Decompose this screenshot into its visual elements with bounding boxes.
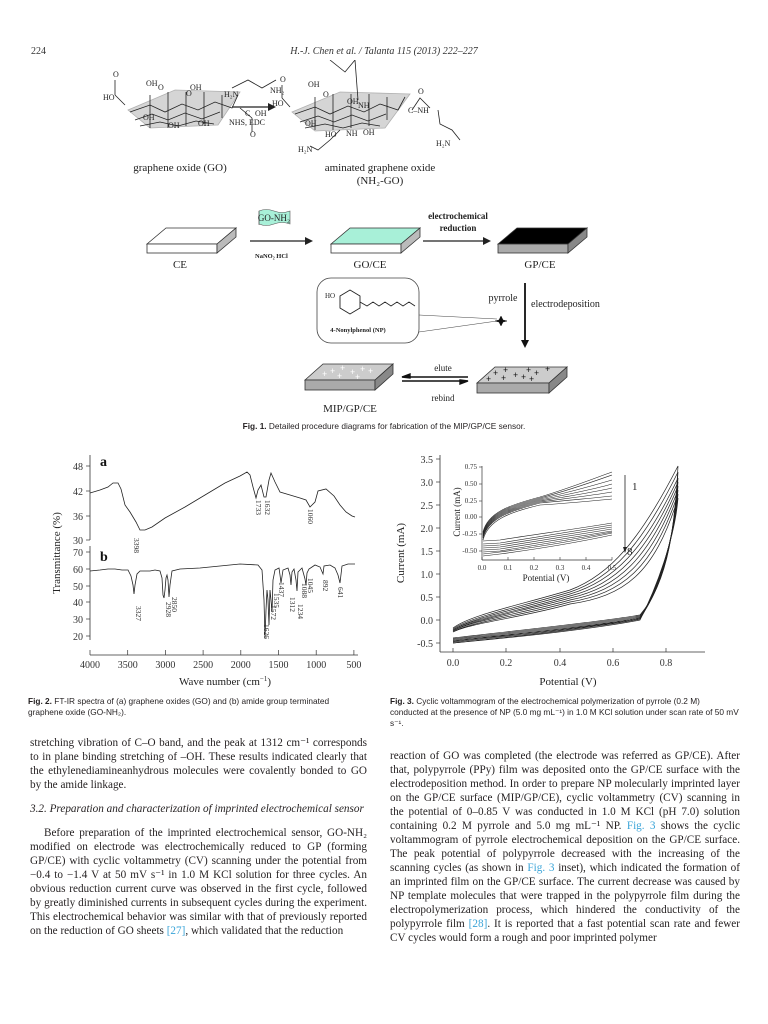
figure-3-ylabel: Current (mA) [395, 522, 407, 584]
svg-text:O: O [280, 75, 286, 84]
svg-text:+: + [337, 371, 343, 381]
svg-text:40: 40 [73, 598, 83, 609]
svg-text:1000: 1000 [306, 660, 327, 671]
reactant-label: graphene oxide (GO) [133, 162, 227, 174]
ce-label: CE [172, 259, 188, 271]
spectrum-b [90, 564, 355, 638]
arrow-1 [250, 237, 313, 245]
svg-text:+: + [503, 365, 509, 375]
elute-rebind-arrows [402, 374, 468, 384]
svg-text:H₂N: H₂N [298, 145, 313, 154]
figure-2-caption-label: Fig. 2. [28, 696, 52, 706]
svg-text:0.1: 0.1 [503, 564, 513, 572]
figure-3-chart [390, 450, 750, 690]
svg-text:+: + [545, 364, 551, 374]
ce-electrode [147, 228, 236, 253]
figure-1-caption-text: Detailed procedure diagrams for fabrication of the MIP/GP/CE sensor. [266, 421, 526, 431]
svg-text:0.6: 0.6 [606, 658, 620, 669]
arrow-2-label-line1: electrochemical [428, 211, 488, 221]
svg-text:3.0: 3.0 [420, 478, 433, 489]
svg-text:0.50: 0.50 [464, 480, 477, 488]
svg-text:O: O [418, 87, 424, 96]
mip-label: MIP/GP/CE [323, 403, 377, 415]
svg-text:+: + [340, 363, 346, 373]
svg-text:641: 641 [336, 587, 345, 599]
electrodeposition-label: electrodeposition [531, 299, 600, 310]
svg-text:+: + [534, 368, 540, 378]
svg-text:+: + [322, 369, 328, 379]
svg-text:4000: 4000 [80, 660, 100, 671]
svg-text:0.25: 0.25 [464, 497, 477, 505]
reaction-arrow [232, 103, 276, 111]
svg-text:+: + [526, 365, 532, 375]
np-label: 4-Nonylphenol (NP) [330, 327, 386, 334]
svg-text:HO: HO [325, 130, 337, 139]
paragraph-2: Before preparation of the imprinted electrochemical sensor, GO-NH₂ modified on electrode was electrochemically reduced to GP (forming GP/CE) with cyclic voltammetry (CV) scanning under the potential from −0.4 to −1.4 V at 50 mV s⁻¹ in 1.0 M KCl solution for three cycles. An obvious reduction current curve was observed in the first cycle, followed by greatly diminished currents in subsequent cycles during the experiment. This electrochemical behavior was similar with that of previously reported on the reduction of GO sheets [27], which validated that the reduction [30, 827, 367, 937]
figure-3-caption-text: Cyclic voltammogram of the electrochemical polymerization of pyrrole (0.2 M) conducted at the presence of NP (5.0 mg mL⁻¹) in 1.0 M KCl solution under scan rate of 50 mV s⁻¹. [390, 696, 739, 728]
svg-text:48: 48 [73, 462, 83, 473]
right-column [390, 749, 740, 945]
cycle-arrow [623, 475, 627, 553]
figure-3-xlabel: Potential (V) [539, 676, 597, 688]
figure-1-caption-label: Fig. 1. [242, 421, 267, 431]
figure-2-caption-text: FT-IR spectra of (a) graphene oxides (GO) and (b) amide group terminated graphene oxide (GO-NH₂). [28, 696, 330, 717]
left-column [30, 736, 367, 938]
svg-text:-0.25: -0.25 [462, 530, 477, 538]
inset-ylabel: Current (mA) [452, 487, 462, 537]
figure-3-caption-label: Fig. 3. [390, 696, 414, 706]
svg-text:892: 892 [321, 580, 330, 592]
svg-text:OH: OH [363, 128, 375, 137]
reagent-nhs-edc: NHS, EDC [229, 118, 266, 127]
flag-label: GO-NH₂ [257, 213, 291, 223]
svg-text:O: O [186, 89, 192, 98]
arrow-2-label-line2: reduction [439, 223, 477, 233]
svg-text:0.0: 0.0 [477, 564, 487, 572]
svg-text:OH: OH [146, 79, 158, 88]
svg-text:2.5: 2.5 [420, 501, 433, 512]
figure-1-diagram [0, 60, 768, 430]
svg-text:1060: 1060 [306, 509, 315, 524]
inset-xlabel: Potential (V) [522, 573, 570, 583]
svg-text:3.5: 3.5 [420, 455, 433, 466]
svg-text:0.4: 0.4 [553, 658, 567, 669]
svg-text:0.75: 0.75 [464, 463, 477, 471]
svg-text:H₂N: H₂N [436, 139, 451, 148]
product-label-line2: (NH₂-GO) [356, 175, 404, 187]
svg-text:+: + [486, 374, 492, 384]
svg-text:+: + [360, 364, 366, 374]
svg-text:2500: 2500 [193, 660, 214, 671]
svg-text:1.5: 1.5 [420, 547, 433, 558]
svg-text:+: + [501, 373, 507, 383]
svg-text:-0.50: -0.50 [462, 547, 477, 555]
cycle-end-label: 8 [627, 546, 633, 558]
figure-2-chart [20, 450, 380, 690]
svg-text:+: + [330, 366, 336, 376]
svg-text:1437: 1437 [277, 582, 286, 597]
paragraph-1: stretching vibration of C–O band, and the peak at 1312 cm⁻¹ corresponds to in plane binding stretching of –OH. These results indicated clearly that the ethylenediamineanhydrous molecules were covalently bonded to GO by the amide linkage. [30, 737, 367, 791]
reagent-h2n: H₂N [224, 90, 239, 99]
reagent-nh2: NH₂ [270, 86, 285, 95]
svg-text:42: 42 [73, 487, 83, 498]
svg-text:36: 36 [73, 512, 83, 523]
svg-text:0.2: 0.2 [529, 564, 539, 572]
svg-text:NH: NH [358, 101, 370, 110]
inset-chart [452, 463, 638, 583]
rebind-label: rebind [431, 393, 455, 403]
product-label-line1: aminated graphene oxide [324, 162, 436, 174]
figure-2-ylabel: Transmittance (%) [51, 512, 63, 594]
figure-2-caption [28, 696, 360, 718]
svg-text:HO: HO [272, 99, 284, 108]
svg-text:OH: OH [308, 80, 320, 89]
svg-text:30: 30 [73, 536, 83, 547]
svg-text:60: 60 [73, 565, 83, 576]
svg-text:1626: 1626 [262, 624, 271, 639]
svg-text:0.5: 0.5 [607, 564, 617, 572]
cycle-start-label: 1 [632, 481, 638, 493]
svg-text:0.0: 0.0 [420, 616, 433, 627]
panel-a-label: a [100, 455, 107, 470]
svg-text:2000: 2000 [230, 660, 251, 671]
svg-text:0.8: 0.8 [659, 658, 673, 669]
inset-curves [483, 472, 612, 556]
svg-text:3398: 3398 [132, 538, 141, 553]
svg-text:3500: 3500 [117, 660, 138, 671]
svg-text:O: O [323, 90, 329, 99]
svg-text:0.0: 0.0 [446, 658, 460, 669]
svg-text:+: + [521, 372, 527, 382]
svg-text:20: 20 [73, 632, 83, 643]
svg-text:1572: 1572 [269, 605, 278, 620]
svg-text:0.00: 0.00 [464, 513, 477, 521]
figure-1 [0, 60, 768, 430]
mip-gp-ce-electrode [305, 364, 393, 390]
gp-ce-label: GP/CE [524, 259, 556, 271]
svg-text:NH: NH [346, 129, 358, 138]
arrow-1-reagents: NaNO₂ HCl [255, 253, 288, 260]
svg-text:+: + [493, 368, 499, 378]
page-number: 224 [31, 46, 46, 57]
svg-text:O: O [158, 83, 164, 92]
svg-text:2.0: 2.0 [420, 524, 433, 535]
np-ho-label: HO [325, 292, 336, 300]
svg-text:HO: HO [103, 93, 115, 102]
svg-text:0.5: 0.5 [420, 593, 433, 604]
svg-text:1535: 1535 [272, 593, 281, 608]
panel-b-label: b [100, 550, 108, 565]
ref-27-link[interactable]: [27] [166, 925, 186, 937]
svg-text:1733: 1733 [254, 500, 263, 515]
svg-text:0.3: 0.3 [555, 564, 565, 572]
svg-text:OH: OH [347, 97, 359, 106]
pyrrole-label: pyrrole [488, 293, 518, 304]
arrow-electrodeposition [521, 283, 529, 348]
go-ce-electrode [331, 228, 420, 253]
ref-28-link[interactable]: [28] [468, 918, 488, 930]
svg-text:1045: 1045 [306, 578, 315, 593]
go-ce-label: GO/CE [353, 259, 387, 271]
svg-text:+: + [368, 366, 374, 376]
svg-text:OH: OH [168, 121, 180, 130]
svg-text:1.0: 1.0 [420, 570, 433, 581]
svg-text:1312: 1312 [288, 597, 297, 612]
svg-text:C: C [245, 109, 251, 118]
arrow-2 [423, 237, 491, 245]
svg-text:2850: 2850 [170, 597, 179, 612]
figure-2-xlabel: Wave number $(cm^{-1})$ [178, 675, 272, 688]
svg-text:-0.5: -0.5 [417, 639, 433, 650]
section-heading-3-2: 3.2. Preparation and characterization of imprinted electrochemical sensor [30, 803, 364, 815]
svg-text:0.2: 0.2 [499, 658, 513, 669]
svg-text:3000: 3000 [155, 660, 176, 671]
svg-text:OH: OH [255, 109, 267, 118]
svg-text:+: + [529, 374, 535, 384]
svg-text:O: O [113, 70, 119, 79]
figure-1-caption [0, 421, 768, 432]
svg-text:2928: 2928 [164, 602, 173, 617]
svg-text:3327: 3327 [134, 606, 143, 621]
template-star-icon [495, 316, 507, 326]
figure-3-caption [390, 696, 740, 729]
svg-text:500: 500 [346, 660, 362, 671]
svg-text:O: O [250, 130, 256, 139]
elute-label: elute [434, 363, 452, 373]
svg-text:0.4: 0.4 [581, 564, 591, 572]
svg-text:70: 70 [73, 548, 83, 559]
gp-ce-electrode [498, 228, 587, 253]
fig-3-inset-link[interactable]: Fig. 3 [527, 862, 555, 874]
paragraph-3: reaction of GO was completed (the electrode was referred as GP/CE). After that, polypyrrole (PPy) film was deposited onto the GP/CE surface with the electrodeposition method. In order to prepare NP molecularly imprinted layer on the GP/CE surface (MIP/GP/CE), cyclic voltammetry (CV) scanning in the potential of 0–0.85 V was conducted in 1.0 M KCl (pH 7.0) solution containing 0.2 M pyrrole and 5.0 mg mL⁻¹ NP. Fig. 3 shows the cyclic voltammogram of pyrrole electrochemical deposition on the GP/CE surface. The peak potential of polypyrrole decreased with the increasing of the scanning cycles (as shown in Fig. 3 inset), which indicated the formation of an imprinted film on the GP/CE surface. The current decrease was caused by NP template molecules that were trapped in the polypyrrole film during the electropolymerization process, which hindered the conductivity of the polypyrrole film [28]. It is reported that a fast potential scan rate and fewer CV cycles would form a rough and poor imprinted polymer [390, 750, 740, 944]
svg-text:OH: OH [143, 113, 155, 122]
svg-text:30: 30 [73, 615, 83, 626]
svg-text:1500: 1500 [268, 660, 289, 671]
running-title: H.-J. Chen et al. / Talanta 115 (2013) 222–227 [290, 46, 478, 57]
svg-text:1088: 1088 [300, 583, 309, 598]
svg-text:1234: 1234 [296, 604, 305, 619]
svg-text:OH: OH [198, 119, 210, 128]
svg-text:+: + [350, 367, 356, 377]
svg-text:+: + [513, 370, 519, 380]
fig-3-link[interactable]: Fig. 3 [626, 820, 656, 832]
svg-text:50: 50 [73, 582, 83, 593]
svg-text:C–NH: C–NH [408, 106, 429, 115]
svg-text:OH: OH [305, 119, 317, 128]
svg-text:OH: OH [190, 83, 202, 92]
svg-text:1632: 1632 [263, 500, 272, 515]
svg-text:+: + [355, 372, 361, 382]
